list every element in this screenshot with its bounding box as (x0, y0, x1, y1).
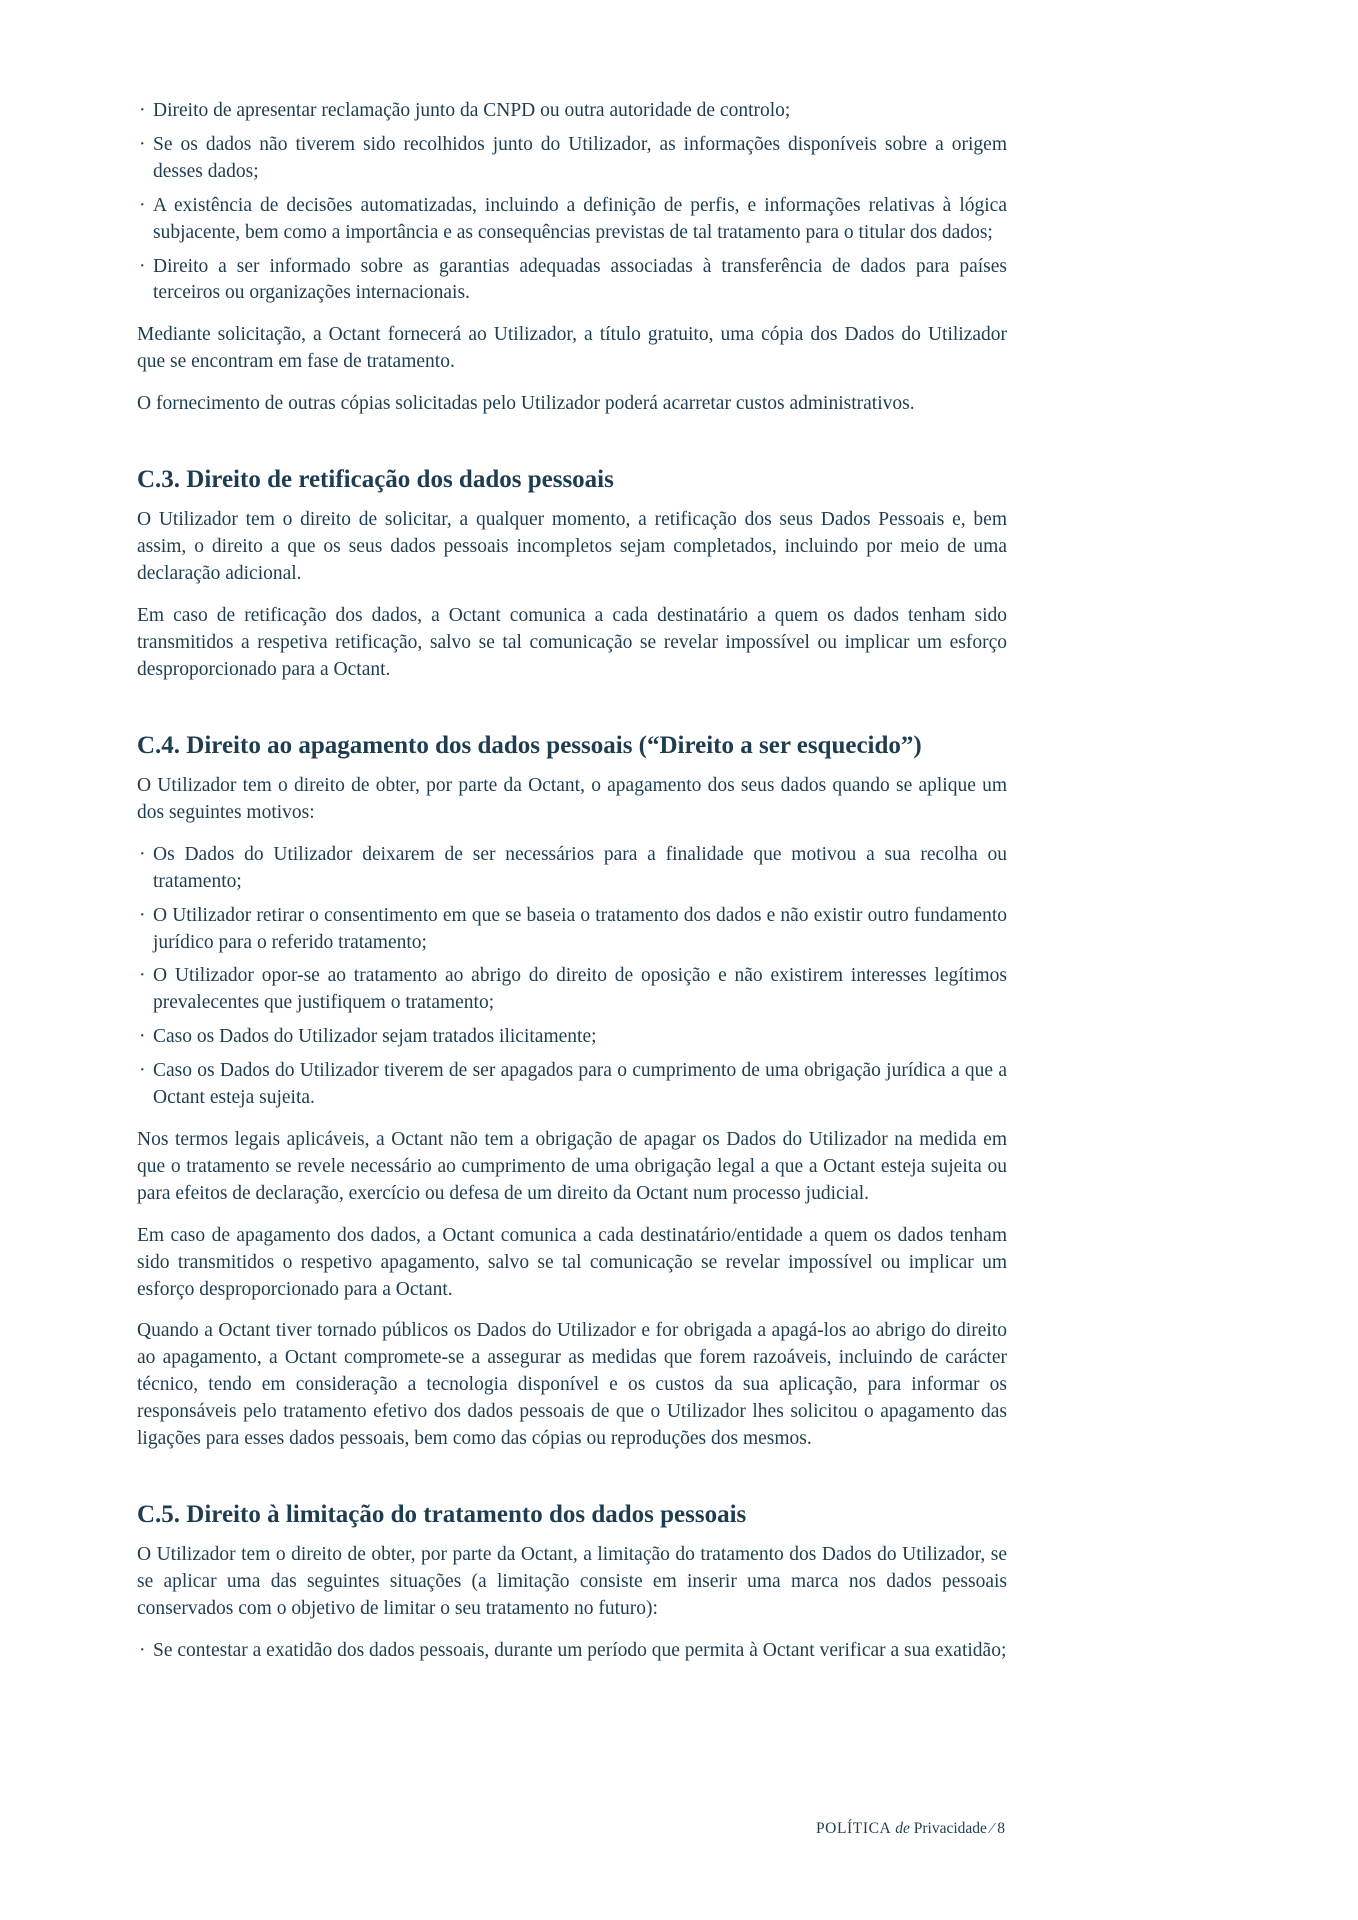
bullet-item: · O Utilizador opor-se ao tratamento ao abrigo do direito de oposição e não existirem interesses legítimos prevalecentes que justifiquem o tratamento; (137, 963, 1007, 1017)
paragraph-copy-request: Mediante solicitação, a Octant fornecerá ao Utilizador, a título gratuito, uma cópia dos Dados do Utilizador que se encontram em fase de tratamento. (137, 324, 1007, 373)
section-heading-c5: C.5. Direito à limitação do tratamento dos dados pessoais (137, 1500, 747, 1528)
paragraph: Em caso de apagamento dos dados, a Octant comunica a cada destinatário/entidade a quem os dados tenham sido transmitidos o respetivo apagamento, salvo se tal comunicação se revelar impossível ou implicar um esforço desproporcionado para a Octant. (137, 1224, 1007, 1300)
footer-doc-title: POLÍTICA (815, 1820, 892, 1837)
paragraph: O Utilizador tem o direito de solicitar, a qualquer momento, a retificação dos seus Dados Pessoais e, bem assim, o direito a que os seus dados pessoais incompletos sejam completados, incluindo por meio de uma declaração adicional. (137, 509, 1007, 585)
bullet-item: · Caso os Dados do Utilizador tiverem de ser apagados para o cumprimento de uma obrigação jurídica a que a Octant esteja sujeita. (137, 1058, 1007, 1112)
paragraph-copy-costs: O fornecimento de outras cópias solicitadas pelo Utilizador poderá acarretar custos administrativos. (137, 393, 915, 415)
bullet-item: · Direito de apresentar reclamação junto da CNPD ou outra autoridade de controlo; (137, 98, 1007, 125)
bullet-item: · O Utilizador retirar o consentimento em que se baseia o tratamento dos dados e não existir outro fundamento jurídico para o referido tratamento; (137, 903, 1007, 957)
page-footer (816, 1820, 1005, 1838)
footer-separator: ∕ (990, 1820, 994, 1837)
bullet-item: · Se os dados não tiverem sido recolhidos junto do Utilizador, as informações disponíveis sobre a origem desses dados; (137, 132, 1007, 186)
page-content (137, 98, 1007, 1680)
bullet-item: · Direito a ser informado sobre as garantias adequadas associadas à transferência de dados para países terceiros ou organizações internacionais. (137, 254, 1007, 308)
footer-connector: de (895, 1820, 910, 1837)
bullet-item: · Caso os Dados do Utilizador sejam tratados ilicitamente; (137, 1024, 1007, 1051)
paragraph-c4-intro: O Utilizador tem o direito de obter, por parte da Octant, o apagamento dos seus dados quando se aplique um dos seguintes motivos: (137, 775, 1007, 823)
section-heading-c4: C.4. Direito ao apagamento dos dados pessoais (“Direito a ser esquecido”) (137, 731, 922, 759)
footer-page-number: 8 (997, 1820, 1005, 1837)
bullet-item: · Os Dados do Utilizador deixarem de ser necessários para a finalidade que motivou a sua recolha ou tratamento; (137, 842, 1007, 896)
section-heading-c3: C.3. Direito de retificação dos dados pessoais (137, 466, 614, 494)
paragraph: Nos termos legais aplicáveis, a Octant não tem a obrigação de apagar os Dados do Utilizador na medida em que o tratamento se revele necessário ao cumprimento de uma obrigação legal a que a Octant esteja sujeita ou para efeitos de declaração, exercício ou defesa de um direito da Octant num processo judicial. (137, 1128, 1007, 1204)
footer-subtitle: Privacidade (913, 1820, 987, 1837)
bullet-item: · Se contestar a exatidão dos dados pessoais, durante um período que permita à Octant verificar a sua exatidão; (137, 1638, 1007, 1665)
rights-bullet-list (137, 98, 1007, 307)
paragraph: Quando a Octant tiver tornado públicos os Dados do Utilizador e for obrigada a apagá-los ao abrigo do direito ao apagamento, a Octant compromete-se a assegurar as medidas que forem razoáveis, incluindo de carácter técnico, tendo em consideração a tecnologia disponível e os custos da sua aplicação, para informar os responsáveis pelo tratamento efetivo dos dados pessoais de que o Utilizador lhes solicitou o apagamento das ligações para esses dados pessoais, bem como das cópias ou reproduções dos mesmos. (137, 1320, 1007, 1450)
limitation-bullet-list (137, 1638, 1007, 1665)
paragraph: Em caso de retificação dos dados, a Octant comunica a cada destinatário a quem os dados tenham sido transmitidos a respetiva retificação, salvo se tal comunicação se revelar impossível ou implicar um esforço desproporcionado para a Octant. (137, 605, 1007, 680)
paragraph-c5-intro: O Utilizador tem o direito de obter, por parte da Octant, a limitação do tratamento dos Dados do Utilizador, se se aplicar uma das seguintes situações (a limitação consiste em inserir uma marca nos dados pessoais conservados com o objetivo de limitar o seu tratamento no futuro): (137, 1544, 1007, 1619)
bullet-item: · A existência de decisões automatizadas, incluindo a definição de perfis, e informações relativas à lógica subjacente, bem como a importância e as consequências previstas de tal tratamento para o titular dos dados; (137, 193, 1007, 247)
erasure-motives-bullet-list (137, 842, 1007, 1112)
